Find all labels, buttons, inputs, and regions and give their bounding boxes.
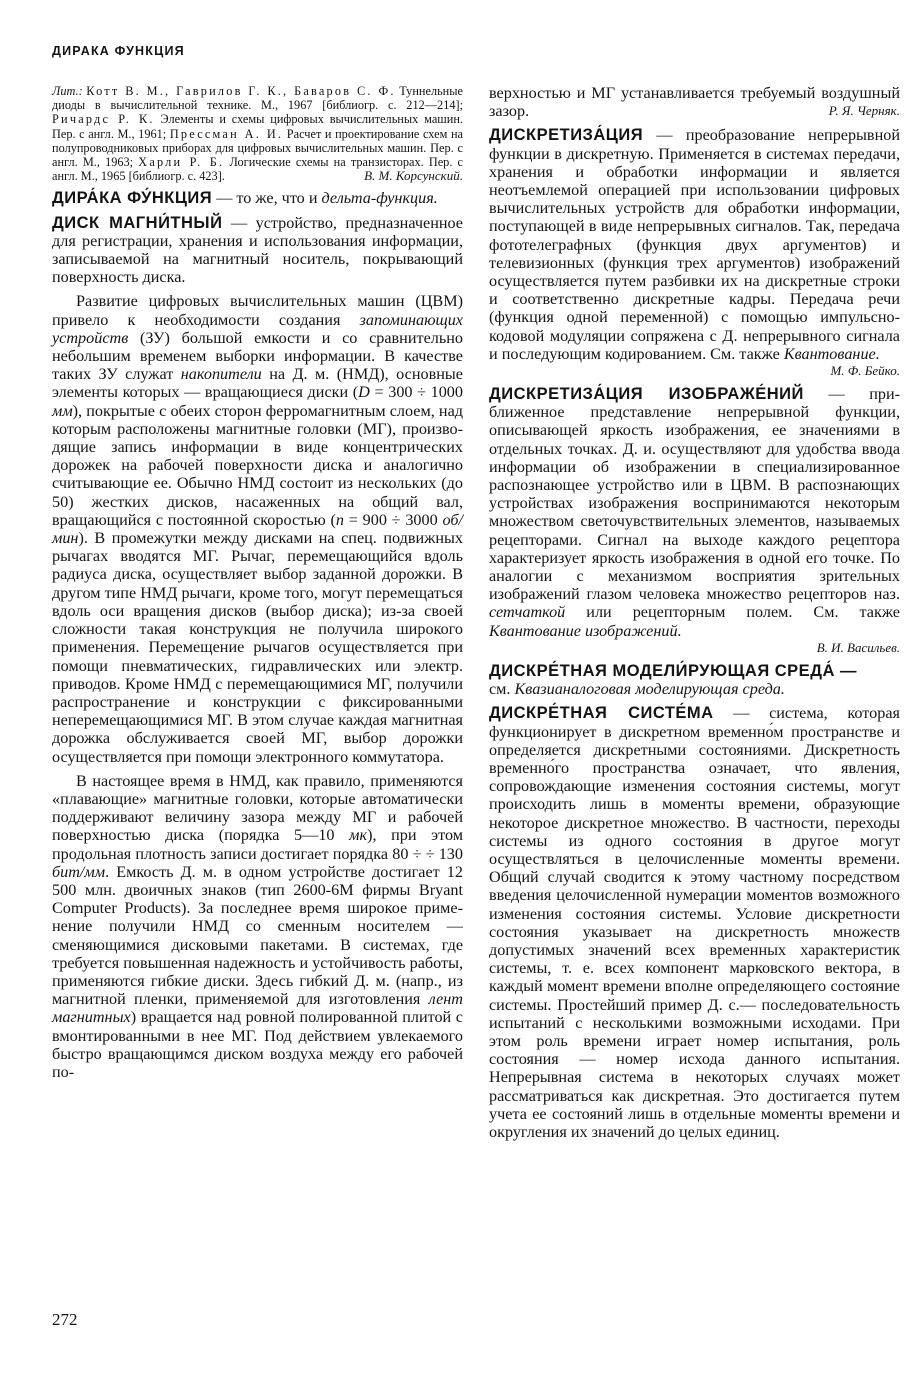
paragraph-disk-current xyxy=(52,772,463,1081)
author-signature: В. М. Корсунский. xyxy=(364,168,463,184)
right-column xyxy=(489,84,900,1141)
entry-headword: ДИСКРЕТИЗА́ЦИЯ ИЗОБРАЖЕ́НИЙ xyxy=(489,385,804,404)
entry-text: — система, которая функционирует в дискретном временно́м пространстве и определяется дискретными состояниями. Дискретность временно́го пространства означает, что явления, сопровождающие изменения состояния системы, могут происходить лишь в моменты времени, образующие некоторое дискретное множество. В частности, переходы системы из одного состояния в другое могут осуществляться в целочисленные моменты времени. Общий случай сводится к этому частному посредством введения целочисленной нумерации моментов возможного изменения состояния системы. Условие дискретности состояния указывает на дискретность множеств допустимых значений всех временных характеристик системы, т. е. всех компонент марковского вектора, в каждый момент времени вполне определяющего состояние системы. Простейший пример Д. с.— последовательность испытаний с несколькими возможными исходами. При этом роль времени играет номер испытания, роль состояния — номер исхода данного испытания. Непрерывная система в некоторых случаях может рассматриваться как дискретная. Это достигается путем учета ее состояний лишь в отдельные моменты времени и округления их значений до целых единиц. xyxy=(489,704,900,1141)
literature-list xyxy=(52,84,463,183)
entry-headword: ДИСКРЕ́ТНАЯ СИСТЕ́МА xyxy=(489,704,714,723)
entry-headword: ДИРА́КА ФУ́НКЦИЯ xyxy=(52,189,213,208)
entry-discrete-modeling-medium xyxy=(489,662,900,698)
literature-title: Логические схемы на транзисторах. Пер. с англ. М., 1965 [библиогр. с. 423]. xyxy=(52,155,464,184)
text-run: верхностью и МГ устанавливается требуемый воздушный зазор. xyxy=(489,84,900,121)
italic-unit: мк xyxy=(349,826,368,845)
literature-label: Лит.: xyxy=(52,84,83,98)
italic-term: n xyxy=(335,510,344,529)
italic-unit: мм xyxy=(52,401,73,420)
text-run: ). В промежутки между дисками на спец. подвижных рычагах вводятся МГ. Рычаг, перемещающийся вдоль радиуса диска, осуществляет выбор заданной дорожки. В другом типе НМД рычаги, кроме того, могут перемещаться вдоль оси вращения дисков (выбор диска); из-за своей сложности такая конструкция не получила широкого применения. Перемещение рычагов осуществляется при помощи пневматических, гидравлических или электр. приводов. Кроме НМД с перемещающимися МГ, получили распространение и конструкции с фиксированными неперемещающимися МГ. В этом случае каждая магнитная дорожка обслуживается своей МГ, выбор дорожки осуществляется при помощи электронного коммутатора. xyxy=(52,529,463,766)
left-column xyxy=(52,84,463,1081)
text-run: ), покрытые с обеих сторон ферромагнитным слоем, над которым расположены магнитные головки (МГ), производящие запись информации в виде концентрических дорожек на рабочей поверхности диска и аналогично считывающие ее. Обычно НМД состоит из нескольких (до 50) жестких дисков, насаженных на общий вал, вращающийся с постоянной скоростью ( xyxy=(52,401,463,529)
entry-text: — устройство, предназначенное для регистрации, хранения и использования информации, записываемой на магнитный носитель, покрывающий поверхность диска. xyxy=(52,213,463,287)
entry-text: или рецепторным полем. См. также xyxy=(565,603,900,622)
text-run: ), при этом продольная плотность записи достигает порядка 80 ÷ ÷ 130 xyxy=(52,826,464,863)
text-run: Развитие цифровых вычислительных машин (ЦВМ) привело к необходимости создания xyxy=(52,292,463,329)
author-signature: М. Ф. Бейко. xyxy=(830,363,900,379)
cross-reference: Квантование изображений. xyxy=(489,621,682,640)
entry-image-discretization xyxy=(489,385,900,640)
literature-author: Харли Р. Б. xyxy=(138,155,225,170)
entry-dirac-function xyxy=(52,189,463,207)
see-label: см. xyxy=(489,680,515,699)
text-run: В настоящее время в НМД, как правило, применяются «плавающие» магнитные головки, которые автоматически поддерживают величину зазора между МГ и рабочей поверхностью диска (порядка 5—10 xyxy=(52,771,463,845)
literature-author: Котт В. М., Гаврилов Г. К., Баваров С. Ф. xyxy=(86,84,396,98)
literature-author: Прессман А. И. xyxy=(169,126,284,141)
page-number: 272 xyxy=(52,1310,78,1329)
continued-text xyxy=(489,84,900,120)
running-head: ДИРАКА ФУНКЦИЯ xyxy=(52,44,185,58)
cross-reference: дельта-функция. xyxy=(321,189,438,208)
entry-headword: ДИСК МАГНИ́ТНЫЙ xyxy=(52,213,223,232)
author-signature: Р. Я. Черняк. xyxy=(828,103,900,119)
paragraph-disk-development xyxy=(52,292,463,765)
italic-term: сетчаткой xyxy=(489,603,566,622)
entry-headword: ДИСКРЕ́ТНАЯ МОДЕЛИ́РУЮЩАЯ СРЕДА́ xyxy=(489,661,835,680)
italic-term: накопители xyxy=(180,365,262,384)
cross-reference: Квазианалоговая моделирующая среда. xyxy=(514,680,785,699)
text-run: ) вращается над ровной полированной плитой с вмонтированными в нее МГ. Под действием увлекаемого быстро вращающимся диском воздуха между его рабочей по- xyxy=(52,1008,463,1081)
entry-magnetic-disk xyxy=(52,214,463,287)
entry-discrete-system xyxy=(489,704,900,1141)
cross-reference: Квантование. xyxy=(783,344,880,363)
italic-unit: об/мин xyxy=(52,510,464,548)
literature-title: Расчет и проектирование схем на полупроводниковых приборах для цифровых вычислительных машин. Пер. с англ. М., 1963; xyxy=(52,126,464,170)
literature-author: Ричардс Р. К. xyxy=(52,112,155,127)
author-signature: В. И. Васильев. xyxy=(816,639,900,655)
text-run: на Д. м. (НМД), основные элементы которых — вращающиеся диски ( xyxy=(52,365,463,402)
italic-term: запоминающих устройств xyxy=(52,310,463,347)
italic-term: D xyxy=(358,383,370,402)
text-run: (ЗУ) большой емкости и со сравнительно небольшим временем выборки информации. В качестве таких ЗУ служат xyxy=(52,328,463,384)
text-run: . Емкость Д. м. в одном устройстве достигает 12 500 млн. двоичных знаков (тип 2600-6М фирмы Bryant Computer Products). За последнее время широкое применение получили НМД со сменным носителем — сменяющимися дисковыми пакетами. В системах, где требуется повышенная надежность и устойчивость работы, применяются гибкие диски. Здесь гибкий Д. м. (напр., из магнитной пленки, применяемой для изготовления xyxy=(52,862,463,1009)
literature-title: Элементы и схемы цифровых вычислительных машин. Пер. с англ. М., 1961; xyxy=(52,112,463,141)
entry-discretization xyxy=(489,126,900,363)
entry-text: — преобразование непрерывной функции в дискретную. Применяется в системах передачи, хранения и обработки информации и является неотъемлемой операцией при использовании цифровых вычислительных устройств для обработки информации, поступающей в виде непрерывных сигналов. Так, передача фототелеграфных (функция двух аргументов) и телевизионных (функция трех аргументов) изображений осуществляется путем разбивки их на дискретные строки и соответственно дискретные кадры. Передача речи (функция одной переменной) с помощью импульсно-кодовой модуляции сопряжена с Д. непрерывного сигнала и последующим кодированием. См. также xyxy=(489,126,900,363)
entry-text: — то же, что и xyxy=(212,189,322,208)
literature-title: Туннельные диоды в вычислительной технике. М., 1967 [библиогр. с. 212—214]; xyxy=(52,84,463,113)
italic-unit: бит/мм xyxy=(52,862,106,881)
text-run: = 900 ÷ 3000 xyxy=(343,510,443,529)
text-run: = 300 ÷ 1000 xyxy=(369,383,463,402)
entry-dash: — xyxy=(834,661,857,680)
entry-text: — приближенное представление непрерывной функции, описывающей яркость изображения, ее значениями в отдельных точках. Д. и. осуществляют для удобства ввода информации об изображении в специализированное распознающее устройство или в ЦВМ. В распознающих устройствах изображения воспринимаются некоторым множеством светочувствительных элементов, называемых рецепторами. Сигнал на выходе каждого рецептора характеризует яркость изображения в одной его точке. По аналогии с механизмом восприятия зрительных изображений глазом человека множество рецепторов наз. xyxy=(489,385,900,604)
cross-reference: лент магнитных xyxy=(52,990,463,1027)
entry-headword: ДИСКРЕТИЗА́ЦИЯ xyxy=(489,126,644,145)
